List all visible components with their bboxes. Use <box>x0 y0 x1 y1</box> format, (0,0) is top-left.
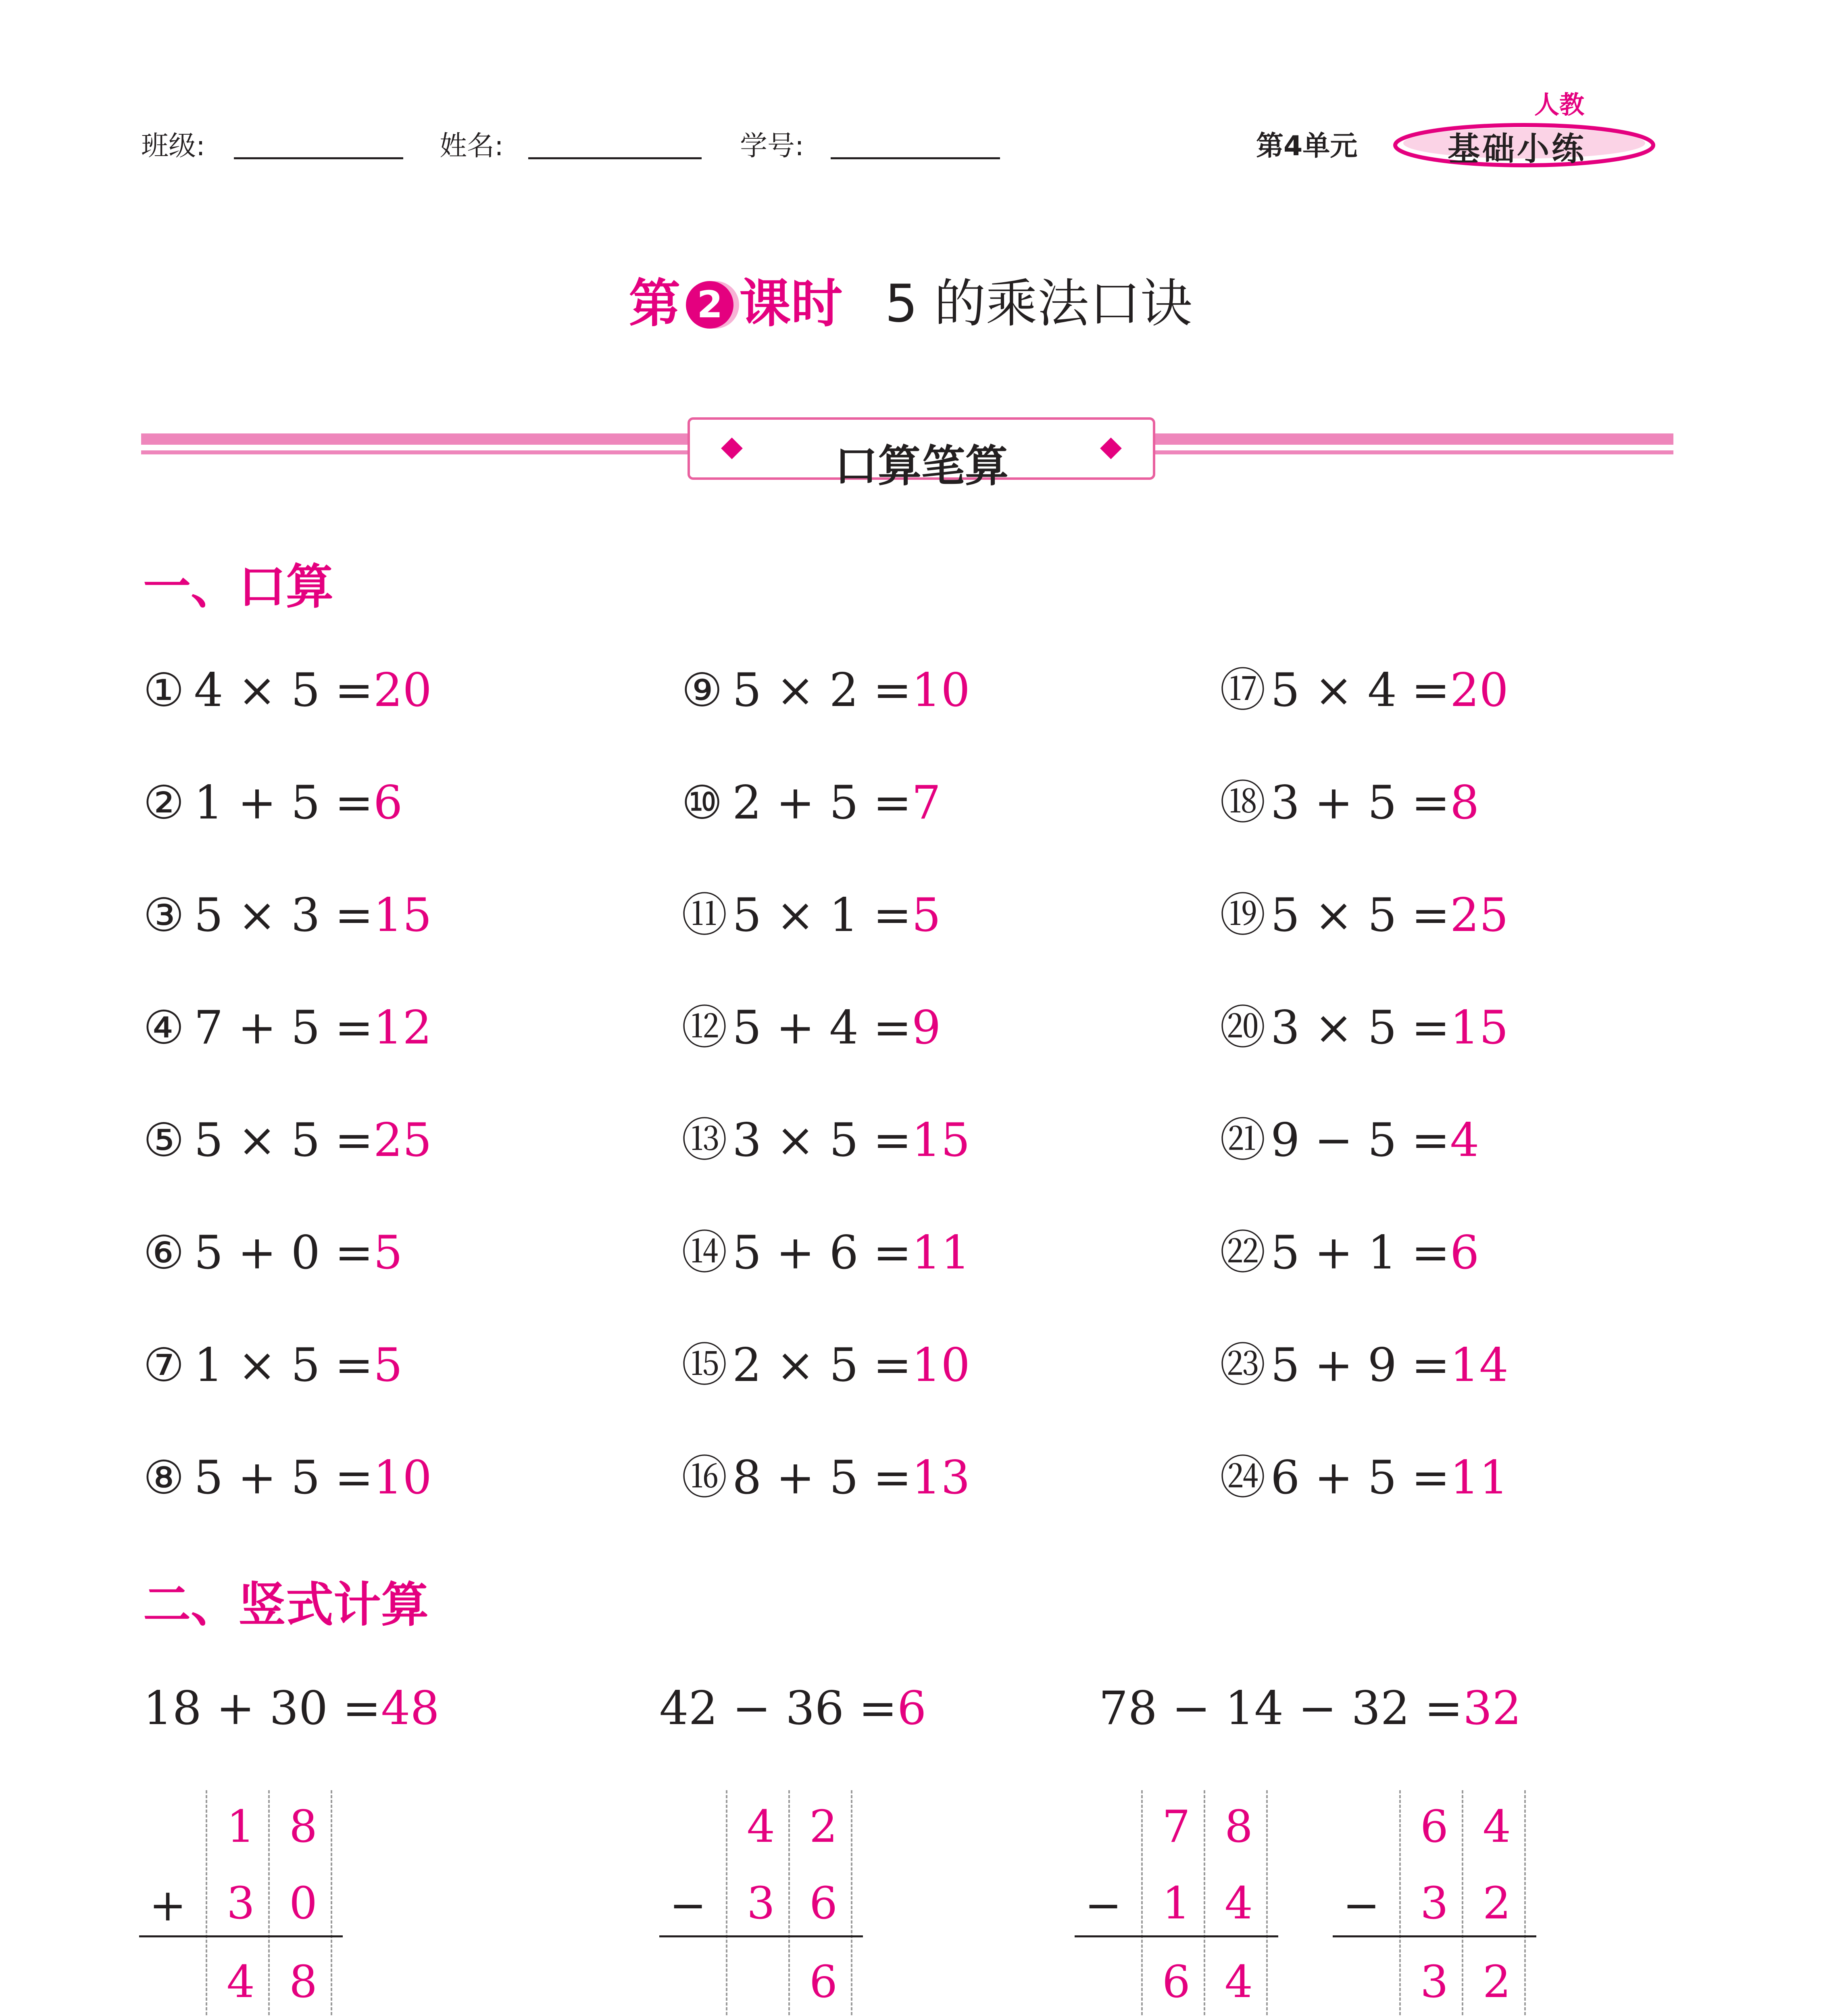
problem-question: 5 × 1 = <box>732 888 912 942</box>
digit-top: 6 <box>1420 1801 1448 1852</box>
digit-result: 8 <box>289 1956 317 2008</box>
digit-top: 1 <box>227 1801 255 1852</box>
oral-problem <box>1220 888 1508 942</box>
problem-number: ② <box>143 776 185 829</box>
column-guide <box>1141 1790 1143 2016</box>
section-banner <box>688 417 1155 492</box>
digit-result: 4 <box>1225 1956 1253 2008</box>
problem-question: 4 × 5 = <box>194 663 373 717</box>
digit-bottom: 3 <box>1420 1877 1448 1929</box>
oral-problem <box>681 888 941 942</box>
problem-answer: 10 <box>911 1338 970 1392</box>
result-line <box>1075 1935 1278 1937</box>
digit-result: 6 <box>809 1956 838 2008</box>
student-id-label: 学号: <box>740 130 804 162</box>
problem-answer: 7 <box>911 776 941 829</box>
problem-answer: 9 <box>911 1001 941 1054</box>
oral-problem <box>143 1113 432 1167</box>
lesson-title <box>0 262 1821 336</box>
problem-number: ⑯ <box>681 1451 728 1504</box>
problem-question: 5 × 3 = <box>194 888 373 942</box>
class-field[interactable] <box>234 157 403 159</box>
problem-answer: 5 <box>373 1226 403 1279</box>
lesson-topic: 5 的乘法口诀 <box>885 274 1192 334</box>
oral-problem <box>1220 663 1508 717</box>
problem-question: 5 + 5 = <box>194 1451 373 1504</box>
equation-question: 42 − 36 = <box>659 1681 897 1735</box>
problem-number: ㉒ <box>1220 1226 1266 1279</box>
operator-sign: − <box>1085 1879 1122 1931</box>
oral-problem <box>681 663 970 717</box>
column-guide <box>726 1790 727 2016</box>
oral-problem <box>143 1451 432 1504</box>
problem-answer: 11 <box>911 1226 970 1279</box>
problem-question: 5 + 9 = <box>1271 1338 1450 1392</box>
column-guide <box>1462 1790 1463 2016</box>
equation-answer: 48 <box>381 1681 440 1735</box>
oral-problem <box>1220 1226 1479 1279</box>
name-field[interactable] <box>528 157 702 159</box>
problem-answer: 11 <box>1450 1451 1508 1504</box>
problem-number: ㉔ <box>1220 1451 1266 1504</box>
problem-answer: 10 <box>373 1451 432 1504</box>
column-guide <box>206 1790 207 2016</box>
problem-answer: 6 <box>373 776 403 829</box>
result-line <box>659 1935 863 1937</box>
digit-top: 8 <box>1225 1801 1253 1852</box>
equation-answer: 32 <box>1463 1681 1521 1735</box>
oral-problem <box>143 1001 432 1054</box>
class-label: 班级: <box>141 130 205 162</box>
operator-sign: + <box>149 1879 187 1931</box>
digit-result: 2 <box>1483 1956 1511 2008</box>
oral-problem <box>681 1113 970 1167</box>
problem-question: 5 × 2 = <box>732 663 912 717</box>
equation-question: 78 − 14 − 32 = <box>1099 1681 1463 1735</box>
operator-sign: − <box>669 1879 707 1931</box>
digit-top: 8 <box>289 1801 317 1852</box>
problem-number: ⑳ <box>1220 1001 1266 1054</box>
column-guide <box>331 1790 332 2016</box>
oral-problem <box>143 888 432 942</box>
problem-number: ⑥ <box>143 1226 185 1279</box>
problem-number: ⑨ <box>681 663 723 717</box>
student-id-field[interactable] <box>831 157 1000 159</box>
oral-problem <box>143 1338 403 1392</box>
oral-problem <box>1220 1451 1508 1504</box>
problem-answer: 15 <box>1450 1001 1508 1054</box>
digit-bottom: 4 <box>1225 1877 1253 1929</box>
lesson-prefix: 第 <box>629 274 681 334</box>
digit-bottom: 1 <box>1162 1877 1190 1929</box>
problem-number: ⑫ <box>681 1001 728 1054</box>
digit-result: 4 <box>227 1956 255 2008</box>
problem-number: ⑭ <box>681 1226 728 1279</box>
problem-answer: 8 <box>1450 776 1479 829</box>
problem-number: ⑪ <box>681 888 728 942</box>
problem-answer: 6 <box>1450 1226 1479 1279</box>
problem-question: 5 × 5 = <box>1271 888 1450 942</box>
problem-question: 3 × 5 = <box>1271 1001 1450 1054</box>
problem-question: 2 × 5 = <box>732 1338 912 1392</box>
problem-answer: 25 <box>373 1113 432 1167</box>
problem-question: 5 + 6 = <box>732 1226 912 1279</box>
problem-answer: 14 <box>1450 1338 1508 1392</box>
problem-question: 7 + 5 = <box>194 1001 373 1054</box>
oral-problem <box>681 1226 970 1279</box>
oral-problem <box>681 1451 970 1504</box>
digit-top: 4 <box>1483 1801 1511 1852</box>
lesson-suffix: 课时 <box>739 274 843 334</box>
digit-top: 7 <box>1162 1801 1190 1852</box>
problem-question: 6 + 5 = <box>1271 1451 1450 1504</box>
lesson-number: 2 <box>686 281 733 329</box>
series-label: 基础小练 <box>1448 130 1586 168</box>
problem-number: ㉓ <box>1220 1338 1266 1392</box>
problem-number: ⑧ <box>143 1451 185 1504</box>
banner-label: 口算笔算 <box>834 441 1008 492</box>
problem-answer: 5 <box>373 1338 403 1392</box>
problem-question: 1 + 5 = <box>194 776 373 829</box>
column-guide <box>1204 1790 1205 2016</box>
column-guide <box>268 1790 270 2016</box>
oral-problem <box>143 776 403 829</box>
problem-question: 5 + 4 = <box>732 1001 912 1054</box>
problem-number: ⑦ <box>143 1338 185 1392</box>
digit-bottom: 3 <box>227 1877 255 1929</box>
equation-answer: 6 <box>897 1681 927 1735</box>
digit-result: 6 <box>1162 1956 1190 2008</box>
column-guide <box>851 1790 852 2016</box>
problem-question: 2 + 5 = <box>732 776 912 829</box>
name-label: 姓名: <box>440 130 504 162</box>
problem-number: ⑱ <box>1220 776 1266 829</box>
written-equation-1 <box>143 1681 440 1735</box>
problem-answer: 15 <box>373 888 432 942</box>
problem-question: 9 − 5 = <box>1271 1113 1450 1167</box>
written-equation-3 <box>1099 1681 1521 1735</box>
problem-answer: 10 <box>911 663 970 717</box>
problem-question: 1 × 5 = <box>194 1338 373 1392</box>
problem-number: ④ <box>143 1001 185 1054</box>
equation-question: 18 + 30 = <box>143 1681 381 1735</box>
problem-number: ③ <box>143 888 185 942</box>
section2-heading: 二、竖式计算 <box>143 1577 429 1633</box>
problem-answer: 13 <box>911 1451 970 1504</box>
digit-bottom: 0 <box>289 1877 317 1929</box>
problem-answer: 20 <box>1450 663 1508 717</box>
oral-problem <box>681 1338 970 1392</box>
problem-number: ⑬ <box>681 1113 728 1167</box>
problem-question: 5 + 1 = <box>1271 1226 1450 1279</box>
digit-bottom: 6 <box>809 1877 838 1929</box>
oral-problem <box>143 663 432 717</box>
digit-bottom: 2 <box>1483 1877 1511 1929</box>
problem-number: ① <box>143 663 185 717</box>
result-line <box>1333 1935 1536 1937</box>
problem-question: 3 + 5 = <box>1271 776 1450 829</box>
column-guide <box>1524 1790 1526 2016</box>
problem-question: 8 + 5 = <box>732 1451 912 1504</box>
oral-problem <box>1220 1338 1508 1392</box>
digit-result: 3 <box>1420 1956 1448 2008</box>
problem-number: ⑲ <box>1220 888 1266 942</box>
oral-problem <box>681 1001 941 1054</box>
problem-answer: 15 <box>911 1113 970 1167</box>
publisher-label: 人教 <box>1534 90 1585 119</box>
problem-question: 3 × 5 = <box>732 1113 912 1167</box>
column-guide <box>1266 1790 1268 2016</box>
column-guide <box>1399 1790 1401 2016</box>
problem-answer: 20 <box>373 663 432 717</box>
oral-problem <box>1220 1001 1508 1054</box>
section1-heading: 一、口算 <box>143 559 334 614</box>
problem-question: 5 + 0 = <box>194 1226 373 1279</box>
problem-number: ⑤ <box>143 1113 185 1167</box>
problem-question: 5 × 5 = <box>194 1113 373 1167</box>
written-equation-2 <box>659 1681 927 1735</box>
problem-number: ⑮ <box>681 1338 728 1392</box>
oral-problem <box>1220 776 1479 829</box>
problem-number: ⑩ <box>681 776 723 829</box>
problem-answer: 5 <box>911 888 941 942</box>
problem-answer: 12 <box>373 1001 432 1054</box>
digit-bottom: 3 <box>747 1877 775 1929</box>
oral-problem <box>1220 1113 1479 1167</box>
series-logo <box>1387 83 1677 175</box>
digit-top: 4 <box>747 1801 775 1852</box>
problem-answer: 4 <box>1450 1113 1479 1167</box>
column-guide <box>788 1790 790 2016</box>
oral-problem <box>143 1226 403 1279</box>
result-line <box>139 1935 343 1937</box>
oral-problem <box>681 776 941 829</box>
problem-number: ㉑ <box>1220 1113 1266 1167</box>
digit-top: 2 <box>809 1801 838 1852</box>
unit-label: 第4单元 <box>1256 130 1358 162</box>
problem-question: 5 × 4 = <box>1271 663 1450 717</box>
problem-number: ⑰ <box>1220 663 1266 717</box>
operator-sign: − <box>1343 1879 1380 1931</box>
problem-answer: 25 <box>1450 888 1508 942</box>
